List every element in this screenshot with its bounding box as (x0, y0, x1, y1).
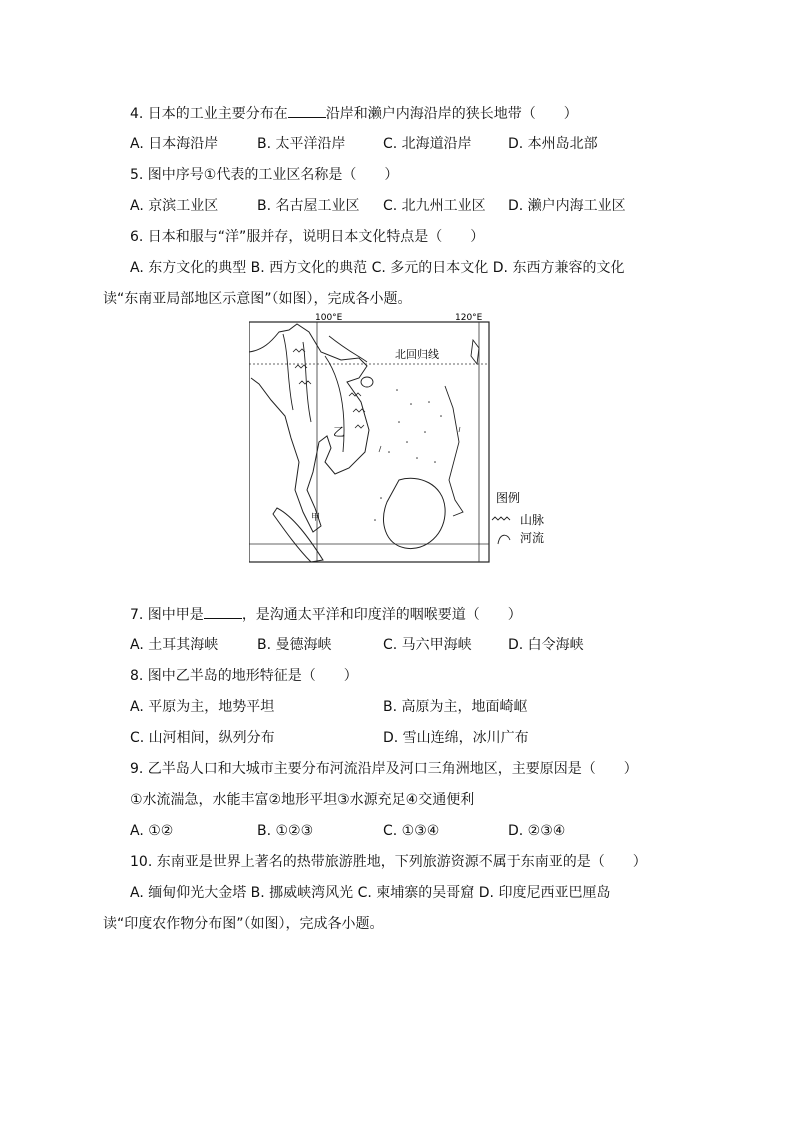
legend-mountain-symbol (492, 517, 510, 520)
legend-mountain-label: 山脉 (520, 513, 545, 527)
q9-option-c[interactable]: C. ①③④ (383, 823, 440, 839)
q9-stem: 9. 乙半岛人口和大城市主要分布河流沿岸及河口三角洲地区，主要原因是（ ） (130, 761, 638, 777)
intro-southeast-asia: 读“东南亚局部地区示意图”（如图），完成各小题。 (103, 291, 412, 307)
intro-india-crops: 读“印度农作物分布图”（如图），完成各小题。 (103, 916, 384, 932)
q5-option-a[interactable]: A. 京滨工业区 (130, 198, 219, 214)
legend-river-label: 河流 (520, 531, 545, 545)
q4-blank (288, 103, 326, 118)
q8-stem: 8. 图中乙半岛的地形特征是（ ） (130, 668, 358, 684)
q8-option-b[interactable]: B. 高原为主，地面崎岖 (383, 699, 528, 715)
q5-option-c[interactable]: C. 北九州工业区 (383, 198, 486, 214)
lon-label-120e: 120°E (455, 313, 483, 323)
legend-river-symbol (498, 535, 510, 544)
southeast-asia-map (249, 312, 491, 564)
q4-option-c[interactable]: C. 北海道沿岸 (383, 136, 472, 152)
tropic-label: 北回归线 (395, 348, 439, 361)
label-jia: 甲 (311, 513, 321, 523)
q7-option-d[interactable]: D. 白令海峡 (508, 637, 584, 653)
q4-stem: 4. 日本的工业主要分布在 沿岸和濑户内海沿岸的狭长地带（ ） (130, 103, 578, 124)
q9-option-a[interactable]: A. ①② (130, 823, 174, 839)
q7-option-b[interactable]: B. 曼德海峡 (257, 637, 332, 653)
lon-label-100e: 100°E (315, 313, 343, 323)
q6-options[interactable]: A. 东方文化的典型 B. 西方文化的典范 C. 多元的日本文化 D. 东西方兼容的文化 (130, 260, 625, 276)
q5-option-d[interactable]: D. 濑户内海工业区 (508, 198, 626, 214)
q7-stem: 7. 图中甲是 ，是沟通太平洋和印度洋的咽喉要道（ ） (130, 604, 522, 625)
q7-blank (204, 604, 242, 619)
q6-stem: 6. 日本和服与“洋”服并存，说明日本文化特点是（ ） (130, 229, 485, 245)
q8-option-c[interactable]: C. 山河相间，纵列分布 (130, 730, 275, 746)
map-legend (490, 486, 560, 556)
q4-option-a[interactable]: A. 日本海沿岸 (130, 136, 219, 152)
q5-option-b[interactable]: B. 名古屋工业区 (257, 198, 360, 214)
q8-option-a[interactable]: A. 平原为主，地势平坦 (130, 699, 275, 715)
label-yi: 乙 (333, 425, 346, 439)
q4-option-d[interactable]: D. 本州岛北部 (508, 136, 598, 152)
q7-option-c[interactable]: C. 马六甲海峡 (383, 637, 472, 653)
q8-option-d[interactable]: D. 雪山连绵，冰川广布 (383, 730, 529, 746)
q9-option-b[interactable]: B. ①②③ (257, 823, 314, 839)
map-frame (249, 322, 489, 562)
q10-options[interactable]: A. 缅甸仰光大金塔 B. 挪威峡湾风光 C. 柬埔寨的吴哥窟 D. 印度尼西亚巴厘岛 (130, 885, 611, 901)
q10-stem: 10. 东南亚是世界上著名的热带旅游胜地，下列旅游资源不属于东南亚的是（ ） (130, 854, 647, 870)
q9-conditions: ①水流湍急，水能丰富②地形平坦③水源充足④交通便利 (130, 792, 475, 808)
q4-option-b[interactable]: B. 太平洋沿岸 (257, 136, 346, 152)
q7-option-a[interactable]: A. 土耳其海峡 (130, 637, 219, 653)
q5-stem: 5. 图中序号①代表的工业区名称是（ ） (130, 167, 399, 183)
legend-title: 图例 (496, 491, 521, 505)
q9-option-d[interactable]: D. ②③④ (508, 823, 566, 839)
